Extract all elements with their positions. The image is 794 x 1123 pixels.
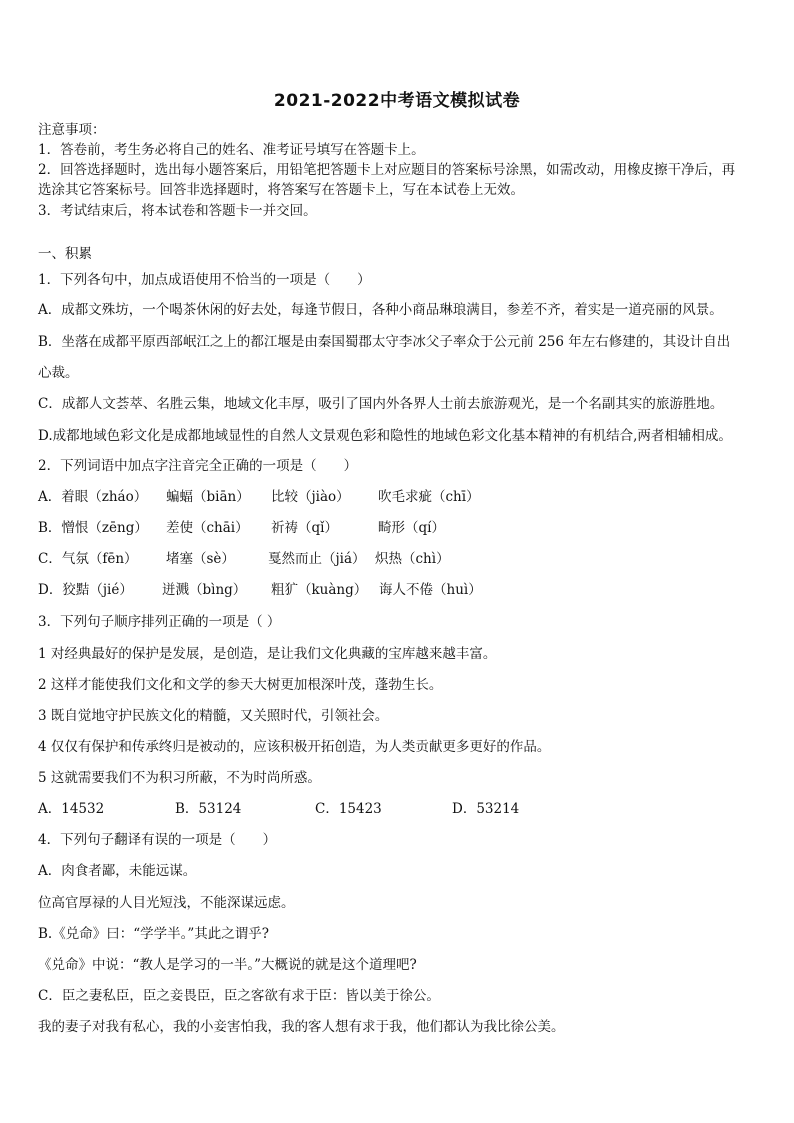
q4-option-b-translation: 《兑命》中说：“教人是学习的一半。”大概说的就是这个道理吧? (38, 957, 417, 973)
q3-sentence-5: 5 这就需要我们不为积习所蔽，不为时尚所惑。 (38, 770, 321, 786)
q4-option-c-translation: 我的妻子对我有私心，我的小妾害怕我，我的客人想有求于我，他们都认为我比徐公美。 (38, 1019, 565, 1035)
q3-option: B．53124 (175, 801, 242, 817)
notice-heading: 注意事项： (38, 122, 106, 138)
q4-stem: 4．下列句子翻译有误的一项是（ ） (38, 832, 277, 848)
q4-option-c: C．臣之妻私臣，臣之妾畏臣，臣之客欲有求于臣：皆以美于徐公。 (38, 988, 440, 1004)
q1-option-b-cont: 心裁。 (38, 365, 79, 381)
q2-word: 戛然而止（jiá） (268, 551, 366, 567)
q3-sentence-1: 1 对经典最好的保护是发展，是创造，是让我们文化典藏的宝库越来越丰富。 (38, 646, 497, 662)
q3-option: A．14532 (38, 801, 105, 817)
q1-option-c: C．成都人文荟萃、名胜云集，地域文化丰厚，吸引了国内外各界人士前去旅游观光，是一个名副其实的旅游胜地。 (38, 396, 724, 412)
notice-item-2-cont: 选涂其它答案标号。回答非选择题时，将答案写在答题卡上，写在本试卷上无效。 (38, 182, 524, 198)
q4-option-a-translation: 位高官厚禄的人目光短浅，不能深谋远虑。 (38, 895, 295, 911)
q2-stem: 2．下列词语中加点字注音完全正确的一项是（ ） (38, 458, 358, 474)
q1-option-b: B．坐落在成都平原西部岷江之上的都江堰是由秦国蜀郡太守李冰父子率众于公元前 256 年左右修建的，其设计自出 (38, 334, 731, 350)
notice-item-1: 1．答卷前，考生务必将自己的姓名、准考证号填写在答题卡上。 (38, 142, 425, 158)
q1-option-d: D.成都地域色彩文化是成都地域显性的自然人文景观色彩和隐性的地域色彩文化基本精神的有机结合,两者相辅相成。 (38, 428, 732, 444)
q1-option-a: A．成都文殊坊，一个喝茶休闲的好去处，每逢节假日，各种小商品琳琅满目，参差不齐，着实是一道亮丽的风景。 (38, 302, 723, 318)
notice-item-2: 2．回答选择题时，选出每小题答案后，用铅笔把答题卡上对应题目的答案标号涂黑，如需改动，用橡皮擦干净后，再 (38, 162, 736, 178)
q2-word: C．气氛（fēn） (38, 551, 138, 567)
q2-word: 炽热（chì） (375, 551, 450, 567)
q2-word: 差使（chāi） (166, 520, 249, 536)
notice-item-3: 3．考试结束后，将本试卷和答题卡一并交回。 (38, 203, 317, 219)
section-heading: 一、积累 (38, 246, 92, 262)
q2-word: 祈祷（qǐ） (271, 520, 338, 536)
q2-word: A．着眼（zháo） (38, 489, 148, 505)
q3-option: D．53214 (452, 801, 520, 817)
q3-sentence-4: 4 仅仅有保护和传承终归是被动的，应该积极开拓创造，为人类贡献更多更好的作品。 (38, 739, 551, 755)
q2-word: 堵塞（sè） (166, 551, 235, 567)
page-title: 2021-2022中考语文模拟试卷 (273, 91, 521, 111)
q2-word: 迸溅（bìng） (162, 582, 247, 598)
q2-word: 吹毛求疵（chī） (378, 489, 480, 505)
q3-option: C．15423 (315, 801, 382, 817)
q3-sentence-2: 2 这样才能使我们文化和文学的参天大树更加根深叶茂，蓬勃生长。 (38, 677, 443, 693)
q4-option-b: B.《兑命》曰：“学学半。”其此之谓乎? (38, 926, 270, 942)
q2-word: 粗犷（kuàng） (271, 582, 368, 598)
q1-stem: 1．下列各句中，加点成语使用不恰当的一项是（ ） (38, 272, 371, 288)
q2-word: 蝙蝠（biān） (166, 489, 250, 505)
q2-word: D．狡黠（jié） (38, 582, 133, 598)
q2-word: 诲人不倦（huì） (379, 582, 482, 598)
q2-word: B．憎恨（zēng） (38, 520, 148, 536)
q3-sentence-3: 3 既自觉地守护民族文化的精髓，又关照时代，引领社会。 (38, 708, 389, 724)
q3-stem: 3．下列句子顺序排列正确的一项是（ ） (38, 614, 281, 630)
q2-word: 畸形（qí） (378, 520, 445, 536)
q4-option-a: A．肉食者鄙，未能远谋。 (38, 863, 197, 879)
q2-word: 比较（jiào） (271, 489, 350, 505)
